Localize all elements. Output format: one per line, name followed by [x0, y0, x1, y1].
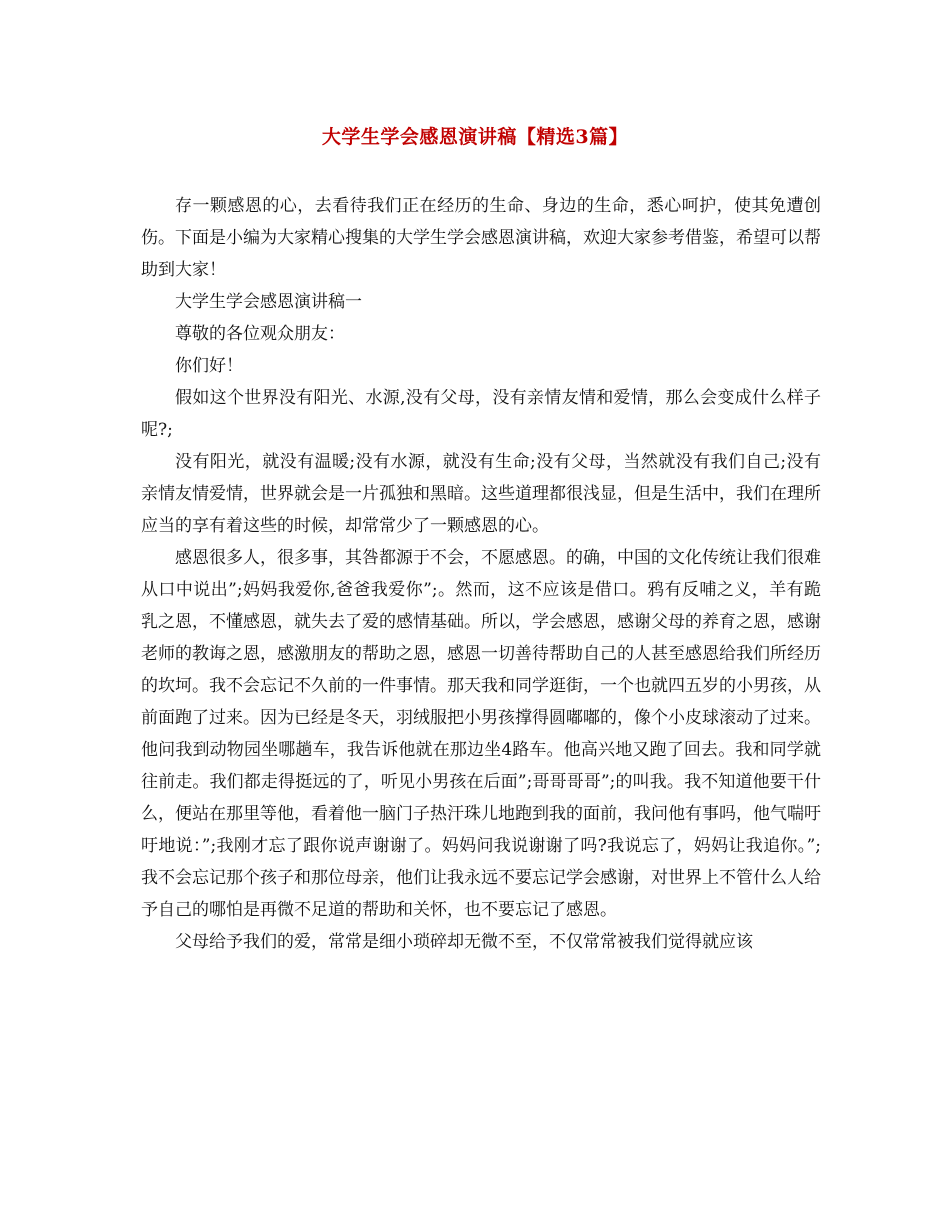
paragraph-salutation: 尊敬的各位观众朋友： — [175, 324, 345, 344]
paragraph-reflection: 没有阳光，就没有温暖;没有水源，就没有生命;没有父母，当然就没有我们自己;没有亲情友情爱情，世界就会是一片孤独和黑暗。这些道理都很浅显，但是生活中，我们在理所应当的享有着这些的时候，却常常少了一颗感恩的心。 — [141, 452, 821, 536]
section-heading-speech-one: 大学生学会感恩演讲稿一 — [175, 292, 362, 312]
paragraph-question: 假如这个世界没有阳光、水源,没有父母，没有亲情友情和爱情，那么会变成什么样子呢?; — [141, 388, 821, 440]
paragraph-parents: 父母给予我们的爱，常常是细小琐碎却无微不至，不仅常常被我们觉得就应该 — [175, 932, 753, 952]
paragraph-story: 感恩很多人，很多事，其咎都源于不会，不愿感恩。的确，中国的文化传统让我们很难从口中说出”;妈妈我爱你,爸爸我爱你”;。然而，这不应该是借口。鸦有反哺之义，羊有跪乳之恩，不懂感恩，就失去了爱的感情基础。所以，学会感恩，感谢父母的养育之恩，感谢老师的教诲之恩，感激朋友的帮助之恩，感恩一切善待帮助自己的人甚至感恩给我们所经历的坎坷。我不会忘记不久前的一件事情。那天我和同学逛街，一个也就四五岁的小男孩，从前面跑了过来。因为已经是冬天，羽绒服把小男孩撑得圆嘟嘟的，像个小皮球滚动了过来。他问我到动物园坐哪趟车，我告诉他就在那边坐4路车。他高兴地又跑了回去。我和同学就往前走。我们都走得挺远的了，听见小男孩在后面”;哥哥哥哥”;的叫我。我不知道他要干什么，便站在那里等他，看着他一脑门子热汗珠儿地跑到我的面前，我问他有事吗，他气喘吁吁地说：”;我刚才忘了跟你说声谢谢了。妈妈问我说谢谢了吗?我说忘了，妈妈让我追你。”;我不会忘记那个孩子和那位母亲，他们让我永远不要忘记学会感谢，对世界上不管什么人给予自己的哪怕是再微不足道的帮助和关怀，也不要忘记了感恩。 — [141, 548, 821, 920]
document-title: 大学生学会感恩演讲稿【精选3篇】 — [321, 126, 629, 148]
paragraph-greeting: 你们好！ — [175, 356, 243, 376]
paragraph-intro: 存一颗感恩的心，去看待我们正在经历的生命、身边的生命，悉心呵护，使其免遭创伤。下面是小编为大家精心搜集的大学生学会感恩演讲稿，欢迎大家参考借鉴，希望可以帮助到大家！ — [141, 196, 821, 280]
document-body — [141, 190, 821, 958]
